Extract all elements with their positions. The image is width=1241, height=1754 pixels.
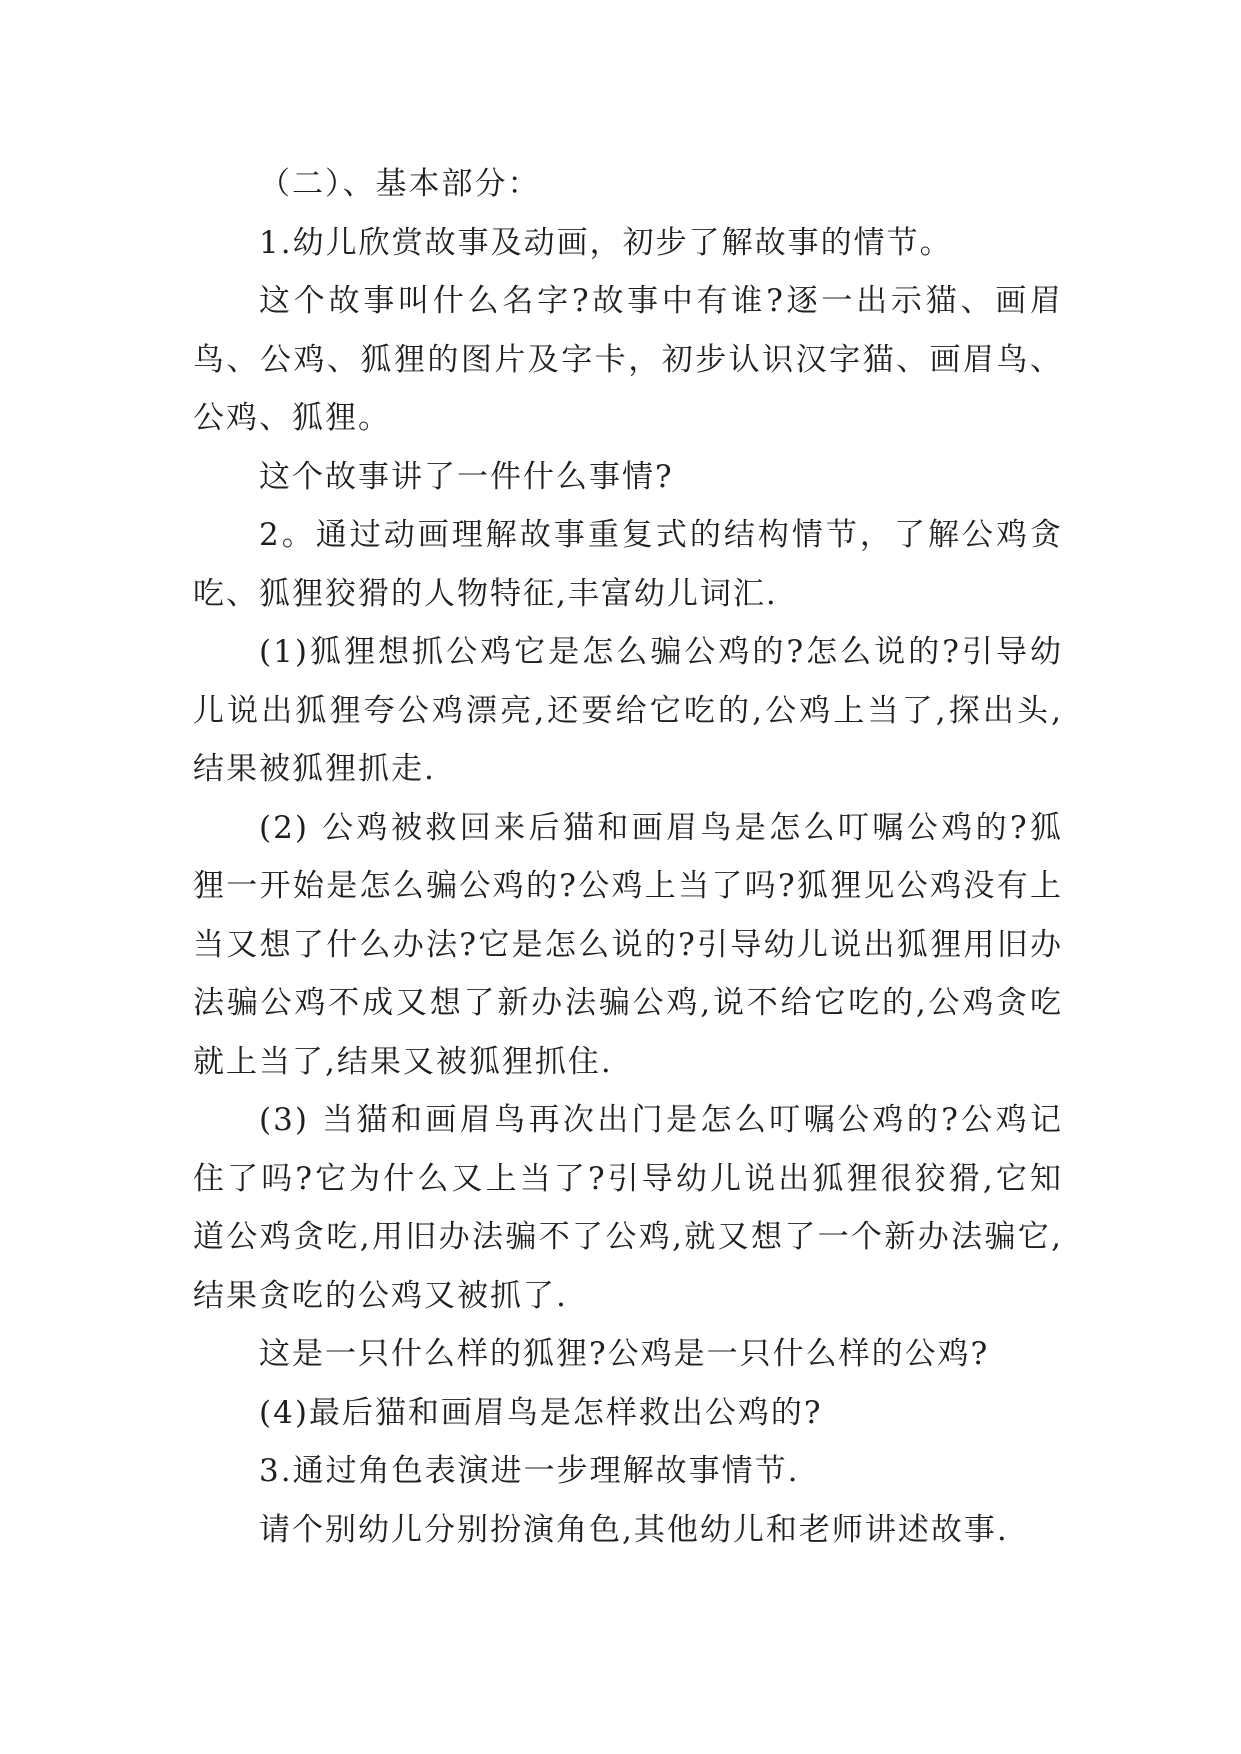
- paragraph: 这个故事叫什么名字?故事中有谁?逐一出示猫、画眉鸟、公鸡、狐狸的图片及字卡，初步认识汉字猫、画眉鸟、公鸡、狐狸。: [193, 283, 1063, 436]
- document-body: [193, 155, 1063, 1559]
- paragraph: 2。通过动画理解故事重复式的结构情节，了解公鸡贪吃、狐狸狡猾的人物特征,丰富幼儿词汇.: [193, 517, 1063, 612]
- section-heading: （二）、基本部分：: [259, 166, 541, 202]
- paragraph: 3.通过角色表演进一步理解故事情节.: [259, 1453, 800, 1489]
- paragraph: (2) 公鸡被救回来后猫和画眉鸟是怎么叮嘱公鸡的?狐狸一开始是怎么骗公鸡的?公鸡上当了吗?狐狸见公鸡没有上当又想了什么办法?它是怎么说的?引导幼儿说出狐狸用旧办法骗公鸡不成又想了新办法骗公鸡,说不给它吃的,公鸡贪吃就上当了,结果又被狐狸抓住.: [193, 809, 1063, 1080]
- paragraph: 1.幼儿欣赏故事及动画，初步了解故事的情节。: [259, 224, 953, 261]
- paragraph: (1)狐狸想抓公鸡它是怎么骗公鸡的?怎么说的?引导幼儿说出狐狸夸公鸡漂亮,还要给它吃的,公鸡上当了,探出头,结果被狐狸抓走.: [193, 634, 1063, 787]
- paragraph: 这是一只什么样的狐狸?公鸡是一只什么样的公鸡?: [259, 1336, 990, 1372]
- paragraph: 这个故事讲了一件什么事情?: [259, 458, 674, 495]
- paragraph: (4)最后猫和画眉鸟是怎样救出公鸡的?: [259, 1394, 823, 1431]
- paragraph: 请个别幼儿分别扮演角色,其他幼儿和老师讲述故事.: [259, 1511, 1009, 1548]
- paragraph: (3) 当猫和画眉鸟再次出门是怎么叮嘱公鸡的?公鸡记住了吗?它为什么又上当了?引导幼儿说出狐狸很狡猾,它知道公鸡贪吃,用旧办法骗不了公鸡,就又想了一个新办法骗它,结果贪吃的公鸡又被抓了.: [193, 1102, 1063, 1314]
